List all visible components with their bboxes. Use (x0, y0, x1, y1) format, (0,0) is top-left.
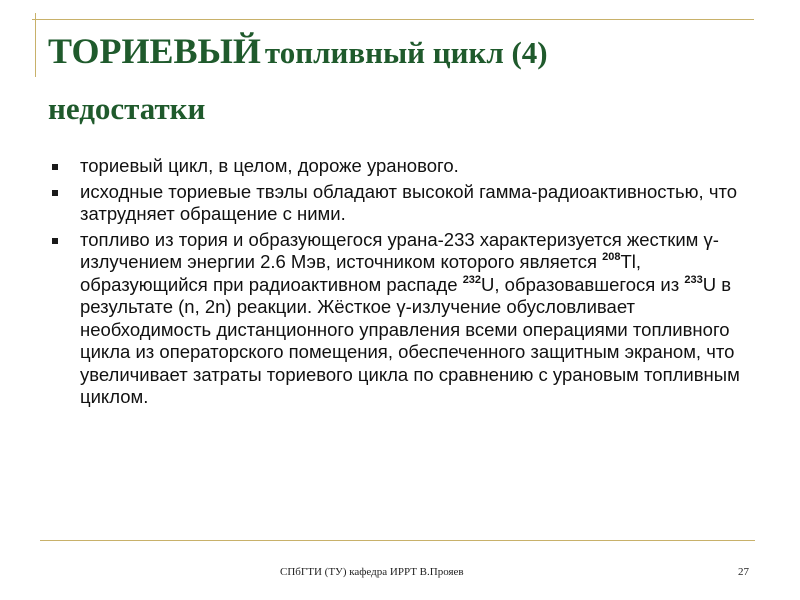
top-divider (32, 19, 754, 20)
left-accent-line (35, 13, 36, 77)
bullet-text-part: Tl, образующийся при радиоактивном распаде (80, 251, 642, 295)
bullet-text-part: топливо из тория и образующегося урана-233 характеризуется жестким γ-излучением энергии 2.6 Мэв, источником которого является (80, 228, 719, 272)
bullet-square-icon (52, 190, 58, 196)
isotope-superscript: 208 (602, 251, 621, 263)
footer-text: СПбГТИ (ТУ) кафедра ИРРТ В.Прояев (280, 566, 464, 578)
title-rest: топливный цикл (4) (264, 35, 548, 70)
bullet-text: ториевый цикл, в целом, дороже уранового. (80, 155, 459, 176)
page-number: 27 (738, 566, 749, 578)
slide-title (48, 26, 768, 140)
bottom-divider (40, 540, 755, 541)
isotope-superscript: 232 (462, 273, 482, 286)
bullet-text-part: U, образовавшегося из (481, 273, 685, 295)
bullet-item (52, 155, 752, 178)
bullet-text: исходные ториевые твэлы обладают высокой гамма-радиоактивностью, что затрудняет обращение с ними. (80, 180, 738, 224)
title-subtitle: недостатки (48, 91, 206, 126)
isotope-superscript: 233 (684, 273, 703, 286)
bullet-item (52, 181, 752, 226)
bullet-item (52, 229, 752, 409)
title-main: ТОРИЕВЫЙ (48, 31, 261, 71)
bullet-list (52, 155, 752, 412)
bullet-text-part: U в результате (n, 2n) реакции. Жёсткое γ-излучение обусловливает необходимость дистанционного управления всеми операциями топливного цикла из операторского помещения, обеспеченного защитным экраном, что увеличивает затраты ториевого цикла по сравнению с урановым топливным циклом. (80, 273, 740, 407)
bullet-square-icon (52, 238, 58, 244)
bullet-square-icon (52, 164, 58, 170)
